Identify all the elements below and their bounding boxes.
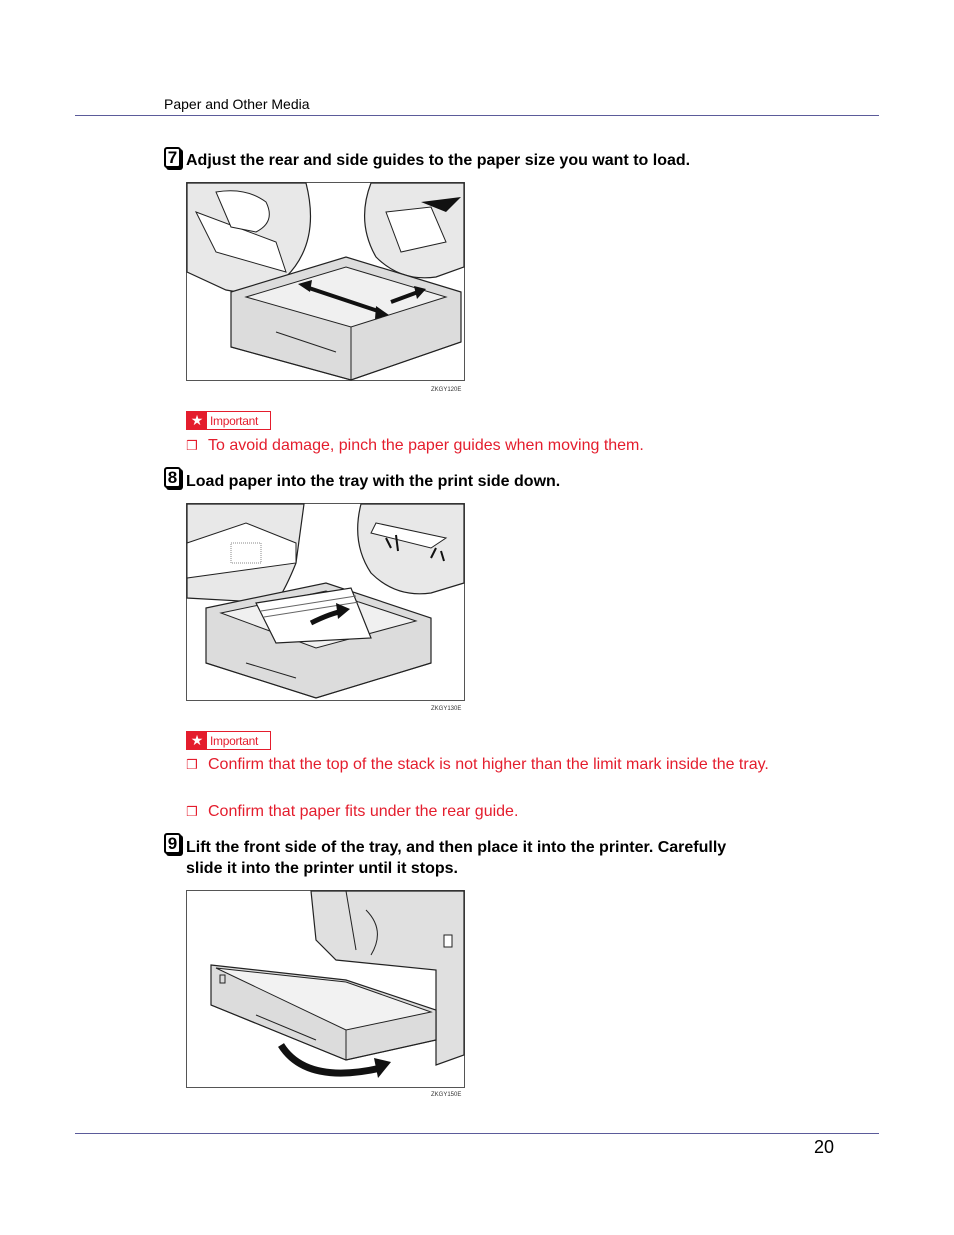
figure-code: ZKGY130E [431,706,462,712]
figure-load-paper [186,503,465,701]
step-9-instruction-line1: Lift the front side of the tray, and then place it into the printer. Carefully [186,839,727,856]
important-label: Important [210,413,258,428]
figure-code: ZKGY150E [431,1092,462,1098]
step-7-number: 7 [164,147,181,168]
step-9-instruction-line2: slide it into the printer until it stops. [186,860,458,877]
figure-code: ZKGY120E [431,387,462,393]
checkbox-icon: ❒ [186,757,198,772]
figure-insert-tray [186,890,465,1088]
footer-rule [75,1133,879,1134]
important-note: ❒ To avoid damage, pinch the paper guides when moving them. [186,437,644,454]
important-badge [186,731,271,750]
checkbox-icon: ❒ [186,804,198,819]
important-label: Important [210,733,258,748]
checkbox-icon: ❒ [186,438,198,453]
important-note: ❒ Confirm that the top of the stack is not higher than the limit mark inside the tray. [186,756,769,773]
star-icon: ★ [187,732,207,749]
header-rule [75,115,879,116]
important-badge [186,411,271,430]
page-number: 20 [813,1137,834,1157]
important-note: ❒ Confirm that paper fits under the rear guide. [186,803,519,820]
step-8-instruction: Load paper into the tray with the print side down. [186,473,561,490]
step-7-instruction: Adjust the rear and side guides to the paper size you want to load. [186,152,691,169]
star-icon: ★ [187,412,207,429]
step-9-number: 9 [164,833,181,854]
figure-adjust-guides [186,182,465,381]
step-8-number: 8 [164,467,181,488]
running-header: Paper and Other Media [164,96,310,112]
